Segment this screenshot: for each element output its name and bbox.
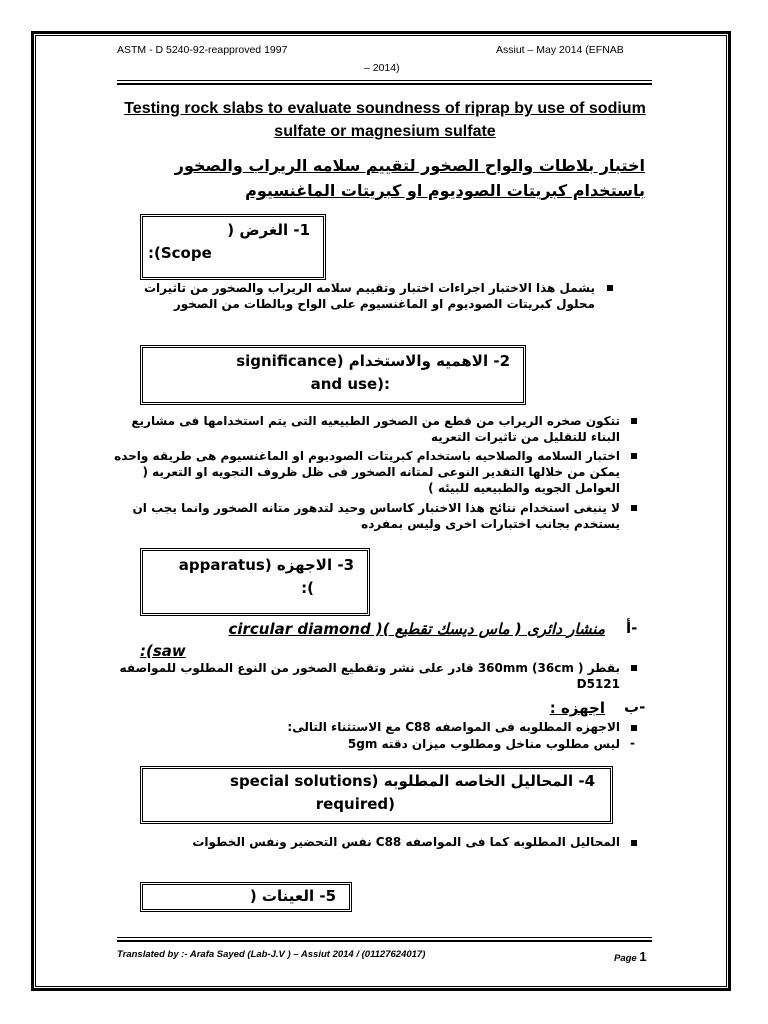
section-2-bullet-2: اختبار السلامه والصلاحيه باستخدام كبريتات الصوديوم او الماغنسيوم هى طريقه واحده يمكن من خلالها التقدير النوعى لمتانه الصخور فى ظل ظروف التجويه او التعريه ( العوامل الجويه والطبيعيه للبيئه )	[114, 449, 620, 495]
bullet-square	[607, 285, 613, 291]
header-right-continued: – 2014)	[364, 62, 400, 74]
section-3b-title: اجهزه :	[549, 699, 605, 717]
page-label: Page	[614, 953, 637, 964]
section-3-line2: ):	[301, 579, 314, 597]
section-4-line1: 4- المحاليل الخاصه المطلوبه (special solutions	[230, 772, 595, 790]
bullet-square	[631, 665, 637, 671]
header-right: Assiut – May 2014 (EFNAB	[496, 44, 624, 56]
section-3-heading	[148, 554, 354, 600]
section-1-line1: 1- الغرض (	[227, 221, 310, 239]
section-3-line1: 3- الاجهزه (apparatus	[178, 556, 354, 574]
title-english: Testing rock slabs to evaluate soundness of riprap by use of sodium sulfate or magnesium sulfate	[124, 100, 646, 140]
section-4-heading	[150, 770, 595, 816]
section-2-heading	[150, 350, 510, 396]
section-4-bullet: المحاليل المطلوبه كما فى المواصفه C88 نفس التحضير ونفس الخطوات	[192, 835, 620, 849]
bullet-square	[631, 505, 637, 511]
section-3a-title-cont: :(saw	[140, 642, 186, 660]
sub-letter-b: ب-	[624, 698, 646, 716]
footer-rule	[117, 937, 652, 938]
header-rule	[117, 80, 652, 81]
title-arabic: اختبار بلاطات والواح الصخور لتقييم سلامه الريراب والصخور باستخدام كبريتات الصوديوم او كبريتات الماغنسيوم	[174, 156, 645, 200]
section-1-line2: :(Scope	[148, 244, 212, 262]
section-5-heading: 5- العينات (	[249, 887, 336, 905]
section-1-bullet: يشمل هذا الاختبار اجراءات اختبار وتقييم سلامه الريراب والصخور من تاثيرات محلول كبريتات الصوديوم او الماغنسيوم على الواح وبالطات من الصخور	[143, 281, 595, 311]
footer-rule-thick	[117, 940, 652, 942]
section-3a-title: منشار دائرى ( ماس ديسك تقطيع )( circular diamond	[228, 620, 605, 638]
section-3a-bullet: بقطر ( 360mm (36cm قادر على نشر وتقطيع الصخور من النوع المطلوب للمواصفه D5121	[119, 661, 620, 691]
bullet-square	[631, 418, 637, 424]
header-rule-thick	[117, 83, 652, 85]
section-2-line1: 2- الاهميه والاستخدام (significance	[236, 352, 510, 370]
footer-page-label	[614, 949, 647, 964]
section-2-bullet-3: لا ينبغى استخدام نتائج هذا الاختبار كاساس وحيد لتدهور متانه الصخور وانما يجب ان يستخدم بجانب اختبارات اخرى وليس بمفرده	[132, 501, 620, 531]
section-1-heading	[148, 219, 310, 265]
section-3b-bullet: الاجهزه المطلوبه فى المواصفه C88 مع الاستثناء التالى:	[287, 720, 620, 734]
page-number: 1	[639, 949, 647, 964]
section-2-line2: :(and use	[310, 375, 390, 393]
bullet-square	[631, 453, 637, 459]
dash-marker: -	[630, 736, 635, 750]
bullet-square	[631, 840, 637, 846]
header-left: ASTM - D 5240-92-reapproved 1997	[117, 44, 288, 56]
footer-translator: Translated by :- Arafa Sayed (Lab-J.V ) – Assiut 2014 / (01127624017)	[117, 949, 426, 960]
section-2-bullet-1: تتكون صخره الريراب من قطع من الصخور الطبيعيه التى يتم استخدامها فى مشاريع البناء للتقليل من تاثيرات التعريه	[131, 414, 620, 444]
section-3b-dash-item: ليس مطلوب مناخل ومطلوب ميزان دقته 5gm	[347, 737, 620, 751]
bullet-square	[631, 725, 637, 731]
sub-letter-a: أ-	[626, 619, 638, 637]
section-4-line2: (required	[315, 795, 395, 813]
